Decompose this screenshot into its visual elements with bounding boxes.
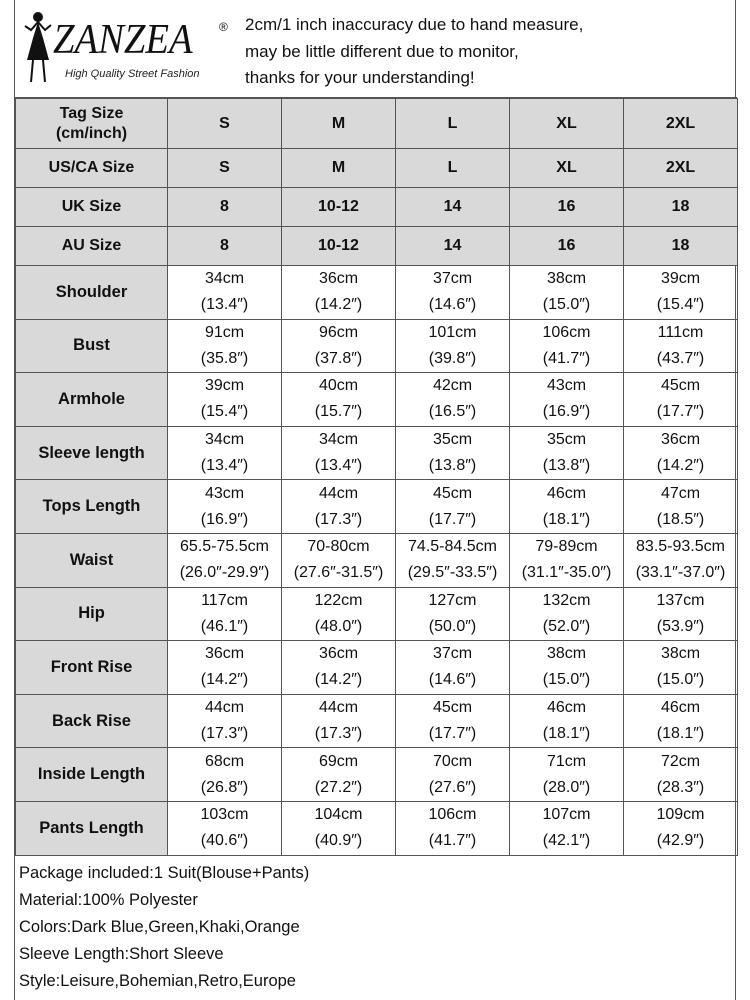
measurement-cm: 38cm	[546, 645, 587, 663]
measurement-cm: 91cm	[204, 323, 245, 341]
note-line: 2cm/1 inch inaccuracy due to hand measure,	[245, 15, 584, 34]
size-value-cell: 2XL	[624, 99, 738, 149]
measurement-cm: 72cm	[660, 752, 701, 770]
measurement-label: Armhole	[16, 373, 168, 427]
measurement-inch: (33.1″-37.0″)	[635, 564, 726, 582]
size-value-cell: 18	[624, 188, 738, 227]
measurement-inch: (27.6″-31.5″)	[293, 564, 384, 582]
measurement-inch: (14.2″)	[314, 296, 363, 314]
measurement-cm: 40cm	[318, 377, 359, 395]
measurement-label: Shoulder	[16, 266, 168, 320]
size-value-cell: 14	[396, 188, 510, 227]
measurement-cell	[168, 533, 282, 587]
measurement-cm: 74.5-84.5cm	[408, 538, 497, 556]
measurement-cm: 44cm	[204, 699, 245, 717]
measurement-cm: 45cm	[432, 699, 473, 717]
measurement-cm: 45cm	[660, 377, 701, 395]
measurement-cm: 38cm	[546, 270, 587, 288]
measurement-cell	[168, 426, 282, 480]
measurement-inch: (31.1″-35.0″)	[521, 564, 612, 582]
measurement-inch: (15.0″)	[542, 671, 591, 689]
size-value-cell: XL	[510, 149, 624, 188]
measurement-cell	[168, 587, 282, 641]
measurement-cell	[282, 266, 396, 320]
measurement-cell	[624, 641, 738, 695]
measurement-inch: (28.0″)	[542, 778, 591, 796]
info-material: Material:100% Polyester	[19, 891, 198, 909]
measurement-cm: 104cm	[314, 806, 363, 824]
size-value-cell: 10-12	[282, 188, 396, 227]
measurement-cell	[510, 533, 624, 587]
registered-mark: ®	[219, 20, 228, 34]
measurement-cell	[510, 748, 624, 802]
measurement-cm: 39cm	[204, 377, 245, 395]
measurement-cell	[624, 426, 738, 480]
measurement-cell	[168, 319, 282, 373]
measurement-row	[16, 641, 738, 695]
measurement-cm: 37cm	[432, 270, 473, 288]
measurement-inch: (15.7″)	[314, 403, 363, 421]
measurement-cm: 122cm	[314, 591, 363, 609]
size-chart-sheet	[14, 0, 736, 1000]
measurement-row	[16, 801, 738, 855]
measurement-cm: 127cm	[428, 591, 477, 609]
measurement-row	[16, 587, 738, 641]
measurement-cm: 109cm	[656, 806, 705, 824]
measurement-cell	[624, 480, 738, 534]
measurement-inch: (15.0″)	[656, 671, 705, 689]
header	[15, 0, 737, 98]
measurement-inch: (18.1″)	[656, 725, 705, 743]
measurement-cell	[282, 533, 396, 587]
measurement-inch: (46.1″)	[200, 617, 249, 635]
size-value-cell: L	[396, 99, 510, 149]
measurement-row	[16, 694, 738, 748]
measurement-inch: (35.8″)	[200, 349, 249, 367]
measurement-cell	[396, 748, 510, 802]
measurement-cell	[282, 641, 396, 695]
measurement-cm: 106cm	[542, 323, 591, 341]
measurement-cm: 42cm	[432, 377, 473, 395]
measurement-inch: (41.7″)	[428, 832, 477, 850]
measurement-inch: (15.0″)	[542, 296, 591, 314]
measurement-cm: 69cm	[318, 752, 359, 770]
measurement-cell	[510, 373, 624, 427]
measurement-inch: (42.9″)	[656, 832, 705, 850]
measurement-cm: 46cm	[546, 484, 587, 502]
measurement-inch: (41.7″)	[542, 349, 591, 367]
measurement-cm: 83.5-93.5cm	[636, 538, 725, 556]
measurement-inch: (14.2″)	[314, 671, 363, 689]
size-header-row	[16, 188, 738, 227]
measurement-cm: 70cm	[432, 752, 473, 770]
measurement-cell	[396, 694, 510, 748]
measurement-cell	[510, 266, 624, 320]
measurement-inch: (16.9″)	[200, 510, 249, 528]
measurement-cell	[282, 694, 396, 748]
measurement-inch: (15.4″)	[200, 403, 249, 421]
measurement-label: Bust	[16, 319, 168, 373]
measurement-cell	[624, 801, 738, 855]
size-row-label	[16, 99, 168, 149]
measurement-cm: 47cm	[660, 484, 701, 502]
measurement-cm: 39cm	[660, 270, 701, 288]
measurement-cell	[396, 480, 510, 534]
measurement-cell	[282, 748, 396, 802]
size-table	[15, 98, 738, 856]
measurement-label: Back Rise	[16, 694, 168, 748]
size-value-cell: 8	[168, 227, 282, 266]
measurement-inch: (40.6″)	[200, 832, 249, 850]
measurement-inch: (14.6″)	[428, 671, 477, 689]
measurement-row	[16, 426, 738, 480]
measurement-cm: 107cm	[542, 806, 591, 824]
measurement-cm: 71cm	[546, 752, 587, 770]
measurement-cm: 46cm	[660, 699, 701, 717]
measurement-inch: (29.5″-33.5″)	[407, 564, 498, 582]
size-row-label-line: Tag Size	[59, 104, 124, 122]
measurement-cm: 46cm	[546, 699, 587, 717]
measurement-cell	[624, 373, 738, 427]
measurement-inch: (13.4″)	[200, 457, 249, 475]
measurement-cell	[396, 319, 510, 373]
measurement-inch: (18.1″)	[542, 510, 591, 528]
size-value-cell: 2XL	[624, 149, 738, 188]
measurement-cm: 37cm	[432, 645, 473, 663]
brand-tagline: High Quality Street Fashion	[65, 68, 200, 80]
size-value-cell: 16	[510, 227, 624, 266]
size-value-cell: S	[168, 149, 282, 188]
measurement-inch: (50.0″)	[428, 617, 477, 635]
measurement-inch: (40.9″)	[314, 832, 363, 850]
measurement-inch: (48.0″)	[314, 617, 363, 635]
measurement-label: Inside Length	[16, 748, 168, 802]
measurement-inch: (27.6″)	[428, 778, 477, 796]
measurement-cell	[396, 373, 510, 427]
measurement-cell	[168, 266, 282, 320]
size-value-cell: 14	[396, 227, 510, 266]
measurement-cell	[396, 266, 510, 320]
size-row-label	[16, 149, 168, 188]
measurement-inch: (17.7″)	[428, 725, 477, 743]
measurement-label: Pants Length	[16, 801, 168, 855]
info-style: Style:Leisure,Bohemian,Retro,Europe	[19, 972, 296, 990]
size-value-cell: S	[168, 99, 282, 149]
size-row-label-line: (cm/inch)	[55, 124, 128, 142]
measurement-cm: 35cm	[546, 431, 587, 449]
measurement-inch: (39.8″)	[428, 349, 477, 367]
measurement-inch: (17.3″)	[200, 725, 249, 743]
measurement-inch: (53.9″)	[656, 617, 705, 635]
measurement-inch: (13.8″)	[428, 457, 477, 475]
size-value-cell: 10-12	[282, 227, 396, 266]
size-value-cell: M	[282, 99, 396, 149]
measurement-cm: 79-89cm	[535, 538, 598, 556]
fashion-figure-icon	[21, 8, 55, 88]
measurement-inch: (37.8″)	[314, 349, 363, 367]
size-row-label	[16, 227, 168, 266]
measurement-notes	[245, 12, 583, 92]
size-value-cell: 18	[624, 227, 738, 266]
measurement-cm: 45cm	[432, 484, 473, 502]
measurement-inch: (17.3″)	[314, 725, 363, 743]
size-row-label-line: US/CA Size	[48, 159, 135, 176]
size-value-cell: 16	[510, 188, 624, 227]
measurement-cm: 137cm	[656, 591, 705, 609]
size-row-label-line: UK Size	[61, 198, 122, 215]
measurement-cell	[282, 801, 396, 855]
measurement-cm: 44cm	[318, 484, 359, 502]
measurement-cm: 106cm	[428, 806, 477, 824]
measurement-label: Hip	[16, 587, 168, 641]
measurement-inch: (26.0″-29.9″)	[179, 564, 270, 582]
measurement-cell	[624, 748, 738, 802]
measurement-cm: 111cm	[657, 323, 704, 341]
measurement-cell	[624, 533, 738, 587]
measurement-row	[16, 266, 738, 320]
measurement-cell	[168, 373, 282, 427]
measurement-inch: (14.2″)	[200, 671, 249, 689]
measurement-cell	[624, 587, 738, 641]
measurement-cm: 35cm	[432, 431, 473, 449]
measurement-cm: 70-80cm	[307, 538, 370, 556]
size-row-label	[16, 188, 168, 227]
measurement-cell	[510, 426, 624, 480]
measurement-inch: (16.5″)	[428, 403, 477, 421]
measurement-inch: (13.4″)	[314, 457, 363, 475]
measurement-cell	[168, 641, 282, 695]
note-line: may be little different due to monitor,	[245, 41, 519, 61]
measurement-inch: (52.0″)	[542, 617, 591, 635]
measurement-cm: 117cm	[201, 591, 248, 609]
measurement-cm: 36cm	[660, 431, 701, 449]
measurement-cell	[168, 694, 282, 748]
measurement-cell	[396, 587, 510, 641]
size-value-cell: XL	[510, 99, 624, 149]
measurement-label: Waist	[16, 533, 168, 587]
measurement-cell	[510, 587, 624, 641]
measurement-cell	[282, 373, 396, 427]
brand-logo	[21, 8, 233, 82]
measurement-cell	[396, 426, 510, 480]
measurement-row	[16, 319, 738, 373]
measurement-inch: (16.9″)	[542, 403, 591, 421]
info-sleeve-length: Sleeve Length:Short Sleeve	[19, 945, 224, 963]
measurement-inch: (17.7″)	[656, 403, 705, 421]
measurement-row	[16, 373, 738, 427]
measurement-cm: 96cm	[318, 323, 359, 341]
measurement-cell	[168, 801, 282, 855]
measurement-cell	[510, 319, 624, 373]
measurement-cell	[282, 319, 396, 373]
measurement-inch: (17.7″)	[428, 510, 477, 528]
product-info	[19, 860, 733, 995]
measurement-cm: 36cm	[318, 645, 359, 663]
measurement-cell	[282, 587, 396, 641]
size-row-label-line: AU Size	[61, 237, 122, 254]
measurement-cell	[282, 480, 396, 534]
measurement-cm: 65.5-75.5cm	[180, 538, 269, 556]
measurement-cell	[510, 801, 624, 855]
measurement-row	[16, 533, 738, 587]
measurement-cell	[396, 641, 510, 695]
measurement-inch: (15.4″)	[656, 296, 705, 314]
measurement-cell	[168, 480, 282, 534]
measurement-cm: 101cm	[428, 323, 477, 341]
measurement-cell	[624, 694, 738, 748]
info-colors: Colors:Dark Blue,Green,Khaki,Orange	[19, 918, 300, 936]
measurement-inch: (43.7″)	[656, 349, 705, 367]
measurement-cell	[396, 533, 510, 587]
measurement-cm: 34cm	[318, 431, 359, 449]
measurement-inch: (13.8″)	[542, 457, 591, 475]
brand-name: ZANZEA	[53, 17, 193, 63]
measurement-cell	[168, 748, 282, 802]
measurement-row	[16, 748, 738, 802]
size-value-cell: M	[282, 149, 396, 188]
measurement-cell	[396, 801, 510, 855]
measurement-cm: 103cm	[200, 806, 249, 824]
measurement-cell	[510, 694, 624, 748]
measurement-inch: (26.8″)	[200, 778, 249, 796]
measurement-inch: (18.5″)	[656, 510, 705, 528]
measurement-cm: 36cm	[318, 270, 359, 288]
measurement-cm: 43cm	[204, 484, 245, 502]
measurement-cm: 44cm	[318, 699, 359, 717]
measurement-row	[16, 480, 738, 534]
measurement-inch: (14.2″)	[656, 457, 705, 475]
measurement-inch: (28.3″)	[656, 778, 705, 796]
measurement-inch: (42.1″)	[542, 832, 591, 850]
measurement-label: Sleeve length	[16, 426, 168, 480]
size-header-row	[16, 99, 738, 149]
measurement-cell	[282, 426, 396, 480]
size-value-cell: L	[396, 149, 510, 188]
measurement-inch: (13.4″)	[200, 296, 249, 314]
size-header-row	[16, 149, 738, 188]
measurement-cell	[510, 641, 624, 695]
measurement-inch: (27.2″)	[314, 778, 363, 796]
info-package: Package included:1 Suit(Blouse+Pants)	[19, 864, 310, 882]
size-header-row	[16, 227, 738, 266]
measurement-cm: 38cm	[660, 645, 701, 663]
measurement-cm: 34cm	[204, 431, 245, 449]
size-value-cell: 8	[168, 188, 282, 227]
note-line: thanks for your understanding!	[245, 68, 475, 87]
measurement-cell	[624, 266, 738, 320]
measurement-cm: 68cm	[204, 752, 245, 770]
measurement-cm: 132cm	[542, 591, 591, 609]
measurement-cm: 43cm	[546, 377, 587, 395]
measurement-inch: (18.1″)	[542, 725, 591, 743]
measurement-cm: 36cm	[204, 645, 245, 663]
measurement-cm: 34cm	[204, 270, 245, 288]
measurement-label: Tops Length	[16, 480, 168, 534]
measurement-label: Front Rise	[16, 641, 168, 695]
measurement-inch: (14.6″)	[428, 296, 477, 314]
measurement-inch: (17.3″)	[314, 510, 363, 528]
measurement-cell	[624, 319, 738, 373]
measurement-cell	[510, 480, 624, 534]
